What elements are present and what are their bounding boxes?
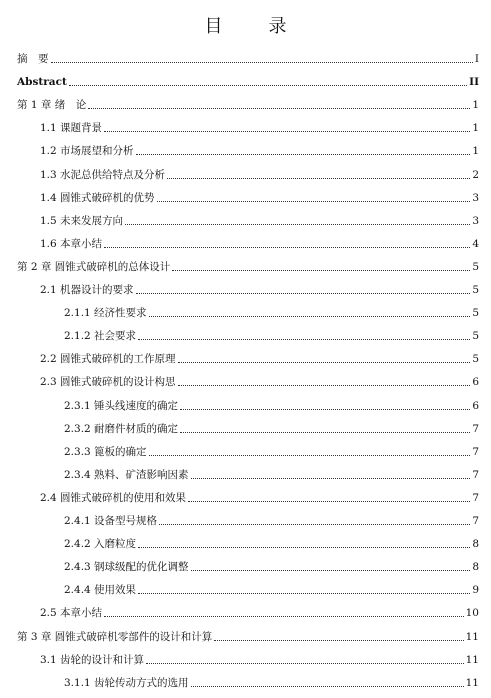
- toc-entry[interactable]: [0, 235, 491, 251]
- toc-entry[interactable]: [0, 327, 491, 343]
- toc-entry-page-number: 1: [472, 122, 479, 135]
- toc-entry[interactable]: [0, 628, 491, 644]
- dot-leader: [104, 616, 464, 617]
- dot-leader: [69, 85, 467, 86]
- toc-entry-page-number: 1: [472, 99, 479, 112]
- toc-entry[interactable]: [0, 443, 491, 459]
- toc-entry-label: 第 2 章 圆锥式破碎机的总体设计: [17, 260, 171, 273]
- toc-entry[interactable]: [0, 604, 491, 620]
- toc-entry[interactable]: [0, 50, 491, 66]
- toc-entry[interactable]: [0, 73, 491, 89]
- toc-entry-label: 2.2 圆锥式破碎机的工作原理: [40, 353, 176, 366]
- toc-entry-label: 2.1.2 社会要求: [64, 330, 137, 343]
- toc-entry-label: 1.3 水泥总供给特点及分析: [40, 168, 166, 181]
- dot-leader: [88, 108, 470, 109]
- toc-entry-label: 2.4.3 钢球级配的优化调整: [64, 561, 189, 574]
- toc-entry[interactable]: [0, 466, 491, 482]
- toc-entry-page-number: I: [474, 53, 479, 65]
- toc-entry[interactable]: [0, 581, 491, 597]
- dot-leader: [178, 362, 471, 363]
- toc-entry-label: 1.5 未来发展方向: [40, 214, 124, 227]
- toc-entry-label: 2.1.1 经济性要求: [64, 307, 147, 320]
- toc-entry[interactable]: [0, 535, 491, 551]
- toc-title: 目 录: [204, 16, 301, 37]
- toc-entry-label: 2.3.1 锤头线速度的确定: [64, 399, 179, 412]
- dot-leader: [136, 293, 471, 294]
- toc-entry[interactable]: [0, 189, 491, 205]
- toc-entry[interactable]: [0, 119, 491, 135]
- toc-entry-page-number: 7: [472, 491, 479, 504]
- toc-entry-label: 3.1.1 齿轮传动方式的选用: [64, 676, 189, 689]
- toc-entry-page-number: 7: [472, 468, 479, 481]
- toc-entry-label: 1.2 市场展望和分析: [40, 145, 134, 158]
- toc-entry-label: 摘 要: [17, 53, 49, 65]
- toc-entry-page-number: 5: [472, 330, 479, 343]
- toc-entry[interactable]: [0, 304, 491, 320]
- toc-entry[interactable]: [0, 96, 491, 112]
- toc-entry-label: 1.6 本章小结: [40, 237, 103, 250]
- toc-entry-page-number: 10: [465, 607, 479, 620]
- toc-entry-label: 2.4.1 设备型号规格: [64, 515, 158, 527]
- toc-entry-page-number: 5: [472, 307, 479, 320]
- dot-leader: [51, 62, 473, 63]
- toc-entry-label: 2.3.3 篦板的确定: [64, 445, 147, 458]
- toc-entry-label: 第 1 章 绪 论: [17, 99, 87, 112]
- toc-entry-page-number: 11: [465, 653, 479, 666]
- toc-entry-page-number: 1: [472, 145, 479, 158]
- toc-entry-label: 2.3.4 熟料、矿渣影响因素: [64, 468, 189, 481]
- toc-entry[interactable]: [0, 350, 491, 366]
- toc-entry-label: 2.3 圆锥式破碎机的设计构思: [40, 376, 176, 389]
- dot-leader: [138, 593, 470, 594]
- dot-leader: [167, 178, 470, 179]
- dot-leader: [188, 501, 470, 502]
- toc-entry[interactable]: [0, 420, 491, 436]
- toc-entry-page-number: 7: [472, 422, 479, 435]
- toc-entry-label: 2.3.2 耐磨件材质的确定: [64, 422, 179, 435]
- toc-entry-page-number: 2: [472, 168, 479, 181]
- toc-entry[interactable]: [0, 373, 491, 389]
- toc-entry[interactable]: [0, 281, 491, 297]
- toc-entry-page-number: 3: [472, 191, 479, 204]
- toc-entry-page-number: 8: [472, 538, 479, 551]
- toc-entry-page-number: 7: [472, 445, 479, 458]
- toc-entry-page-number: 9: [472, 584, 479, 597]
- toc-entry-label: 3.1 齿轮的设计和计算: [40, 653, 145, 666]
- toc-entry[interactable]: [0, 212, 491, 228]
- toc-entry[interactable]: [0, 142, 491, 158]
- toc-entry-label: 2.4 圆锥式破碎机的使用和效果: [40, 491, 187, 504]
- toc-entry-label: 1.4 圆锥式破碎机的优势: [40, 191, 155, 204]
- dot-leader: [146, 663, 464, 664]
- toc-entry[interactable]: [0, 258, 491, 274]
- toc-entry-label: 2.1 机器设计的要求: [40, 284, 134, 296]
- dot-leader: [178, 385, 471, 386]
- dot-leader: [214, 640, 463, 641]
- toc-entry-page-number: 3: [472, 214, 479, 227]
- dot-leader: [138, 547, 470, 548]
- dot-leader: [138, 339, 470, 340]
- toc-entry-page-number: 11: [465, 676, 479, 689]
- toc-entry-page-number: 6: [472, 376, 479, 389]
- toc-entry-label: 1.1 课题背景: [40, 122, 103, 135]
- toc-entry[interactable]: [0, 397, 491, 413]
- toc-entry[interactable]: [0, 651, 491, 667]
- toc-entry[interactable]: [0, 674, 491, 690]
- dot-leader: [180, 432, 470, 433]
- dot-leader: [172, 270, 470, 271]
- toc-entry[interactable]: [0, 166, 491, 182]
- toc-entry-label: 第 3 章 圆锥式破碎机零部件的设计和计算: [17, 630, 213, 643]
- toc-entry-page-number: 5: [472, 284, 479, 296]
- toc-entry-page-number: 7: [472, 515, 479, 527]
- toc-entry[interactable]: [0, 558, 491, 574]
- toc-entry-page-number: 11: [465, 630, 479, 643]
- dot-leader: [157, 201, 471, 202]
- toc-entry-label: 2.4.2 入磨粒度: [64, 538, 137, 551]
- toc-entry-page-number: 8: [472, 561, 479, 574]
- dot-leader: [159, 524, 470, 525]
- dot-leader: [191, 570, 471, 571]
- dot-leader: [104, 247, 470, 248]
- toc-entry-label: Abstract: [17, 76, 67, 89]
- toc-entry-page-number: II: [469, 76, 479, 89]
- toc-entry-page-number: 6: [472, 399, 479, 412]
- toc-entry[interactable]: [0, 489, 491, 505]
- toc-entry-label: 2.5 本章小结: [40, 607, 103, 620]
- dot-leader: [136, 154, 471, 155]
- dot-leader: [191, 686, 464, 687]
- dot-leader: [125, 224, 470, 225]
- dot-leader: [149, 455, 471, 456]
- toc-entry-page-number: 5: [472, 353, 479, 366]
- toc-entry-label: 2.4.4 使用效果: [64, 584, 137, 597]
- toc-entry-page-number: 4: [472, 237, 479, 250]
- toc-entry-page-number: 5: [472, 260, 479, 273]
- dot-leader: [191, 478, 471, 479]
- dot-leader: [104, 131, 470, 132]
- dot-leader: [180, 409, 470, 410]
- dot-leader: [149, 316, 471, 317]
- toc-entry[interactable]: [0, 512, 491, 528]
